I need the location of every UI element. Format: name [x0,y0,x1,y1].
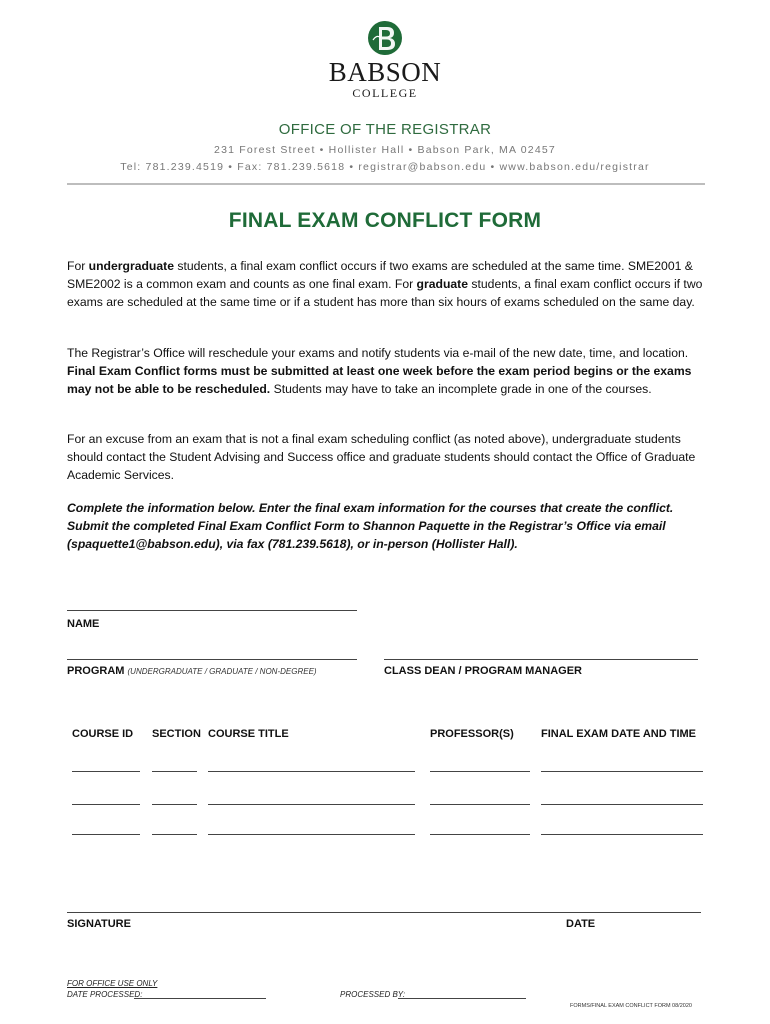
professor-line[interactable] [430,834,530,835]
office-use-heading: FOR OFFICE USE ONLY [67,979,158,988]
col-course-id: COURSE ID [72,728,134,740]
date-processed-label: DATE PROCESSED: [67,990,143,999]
para-reschedule: The Registrar’s Office will reschedule your exams and notify students via e-mail of the new date, time, and location. Final Exam Conflict forms must be submitted at least one week before the exam period begins or the exams may not be able to be rescheduled. Students may have to take an incomplete grade in one of the courses. [67,346,692,396]
logo-sub: COLLEGE [352,86,418,100]
office-contact: Tel: 781.239.4519 • Fax: 781.239.5618 • registrar@babson.edu • www.babson.edu/registrar [120,161,650,173]
course-id-line[interactable] [72,804,140,805]
signature-input-line[interactable] [67,912,701,913]
program-input-line[interactable] [67,659,357,660]
course-title-line[interactable] [208,834,415,835]
section-line[interactable] [152,804,197,805]
signature-label: SIGNATURE [67,918,131,930]
dean-input-line[interactable] [384,659,698,660]
section-line[interactable] [152,771,197,772]
col-exam-datetime: FINAL EXAM DATE AND TIME [541,728,697,740]
office-name: OFFICE OF THE REGISTRAR [278,121,492,138]
processed-by-label: PROCESSED BY: [340,990,406,999]
col-section: SECTION [152,728,201,740]
course-title-line[interactable] [208,771,415,772]
course-title-line[interactable] [208,804,415,805]
program-hint: (UNDERGRADUATE / GRADUATE / NON-DEGREE) [127,667,317,676]
exam-datetime-line[interactable] [541,771,703,772]
name-input-line[interactable] [67,610,357,611]
section-line[interactable] [152,834,197,835]
para-instructions: Complete the information below. Enter the final exam information for the courses that create the conflict. Submit the completed Final Exam Conflict Form to Shannon Paquette in the Registrar’s Office via email (spaquette1@babson.edu), via fax (781.239.5618), or in-person (Hollister Hall). [67,501,674,551]
col-professor: PROFESSOR(S) [430,728,514,740]
office-address: 231 Forest Street • Hollister Hall • Babson Park, MA 02457 [214,144,556,156]
emphasis-graduate: graduate [416,277,469,291]
course-id-line[interactable] [72,771,140,772]
exam-datetime-line[interactable] [541,804,703,805]
date-processed-line[interactable] [134,998,266,999]
para-excuse: For an excuse from an exam that is not a final exam scheduling conflict (as noted above), undergraduate students should contact the Student Advising and Success office and graduate students should contact the Office of Graduate Academic Services. [67,432,696,482]
para-definition: For undergraduate students, a final exam conflict occurs if two exams are scheduled at the same time. SME2001 & SME2002 is a common exam and counts as one final exam. For graduate students, a final exam conflict occurs if two exams are scheduled at the same time or if a student has more than six hours of exams scheduled on the same day. [67,259,703,309]
processed-by-line[interactable] [398,998,526,999]
header-divider [67,183,705,185]
col-course-title: COURSE TITLE [208,728,289,740]
page-title: FINAL EXAM CONFLICT FORM [228,209,542,232]
babson-tree-b-icon [367,20,403,56]
professor-line[interactable] [430,804,530,805]
exam-datetime-line[interactable] [541,834,703,835]
date-label: DATE [566,918,596,930]
professor-line[interactable] [430,771,530,772]
logo-name: BABSON [328,57,442,87]
program-label: PROGRAM (UNDERGRADUATE / GRADUATE / NON-DEGREE) [67,665,317,677]
emphasis-undergraduate: undergraduate [88,259,174,273]
course-id-line[interactable] [72,834,140,835]
emphasis-deadline: Final Exam Conflict forms must be submitted at least one week before the exam period begins or the exams may not be able to be rescheduled. [67,364,692,396]
name-label: NAME [67,618,100,630]
logo [0,20,770,100]
form-code: FORMS/FINAL EXAM CONFLICT FORM 08/2020 [570,1003,692,1009]
dean-label: CLASS DEAN / PROGRAM MANAGER [384,665,583,677]
